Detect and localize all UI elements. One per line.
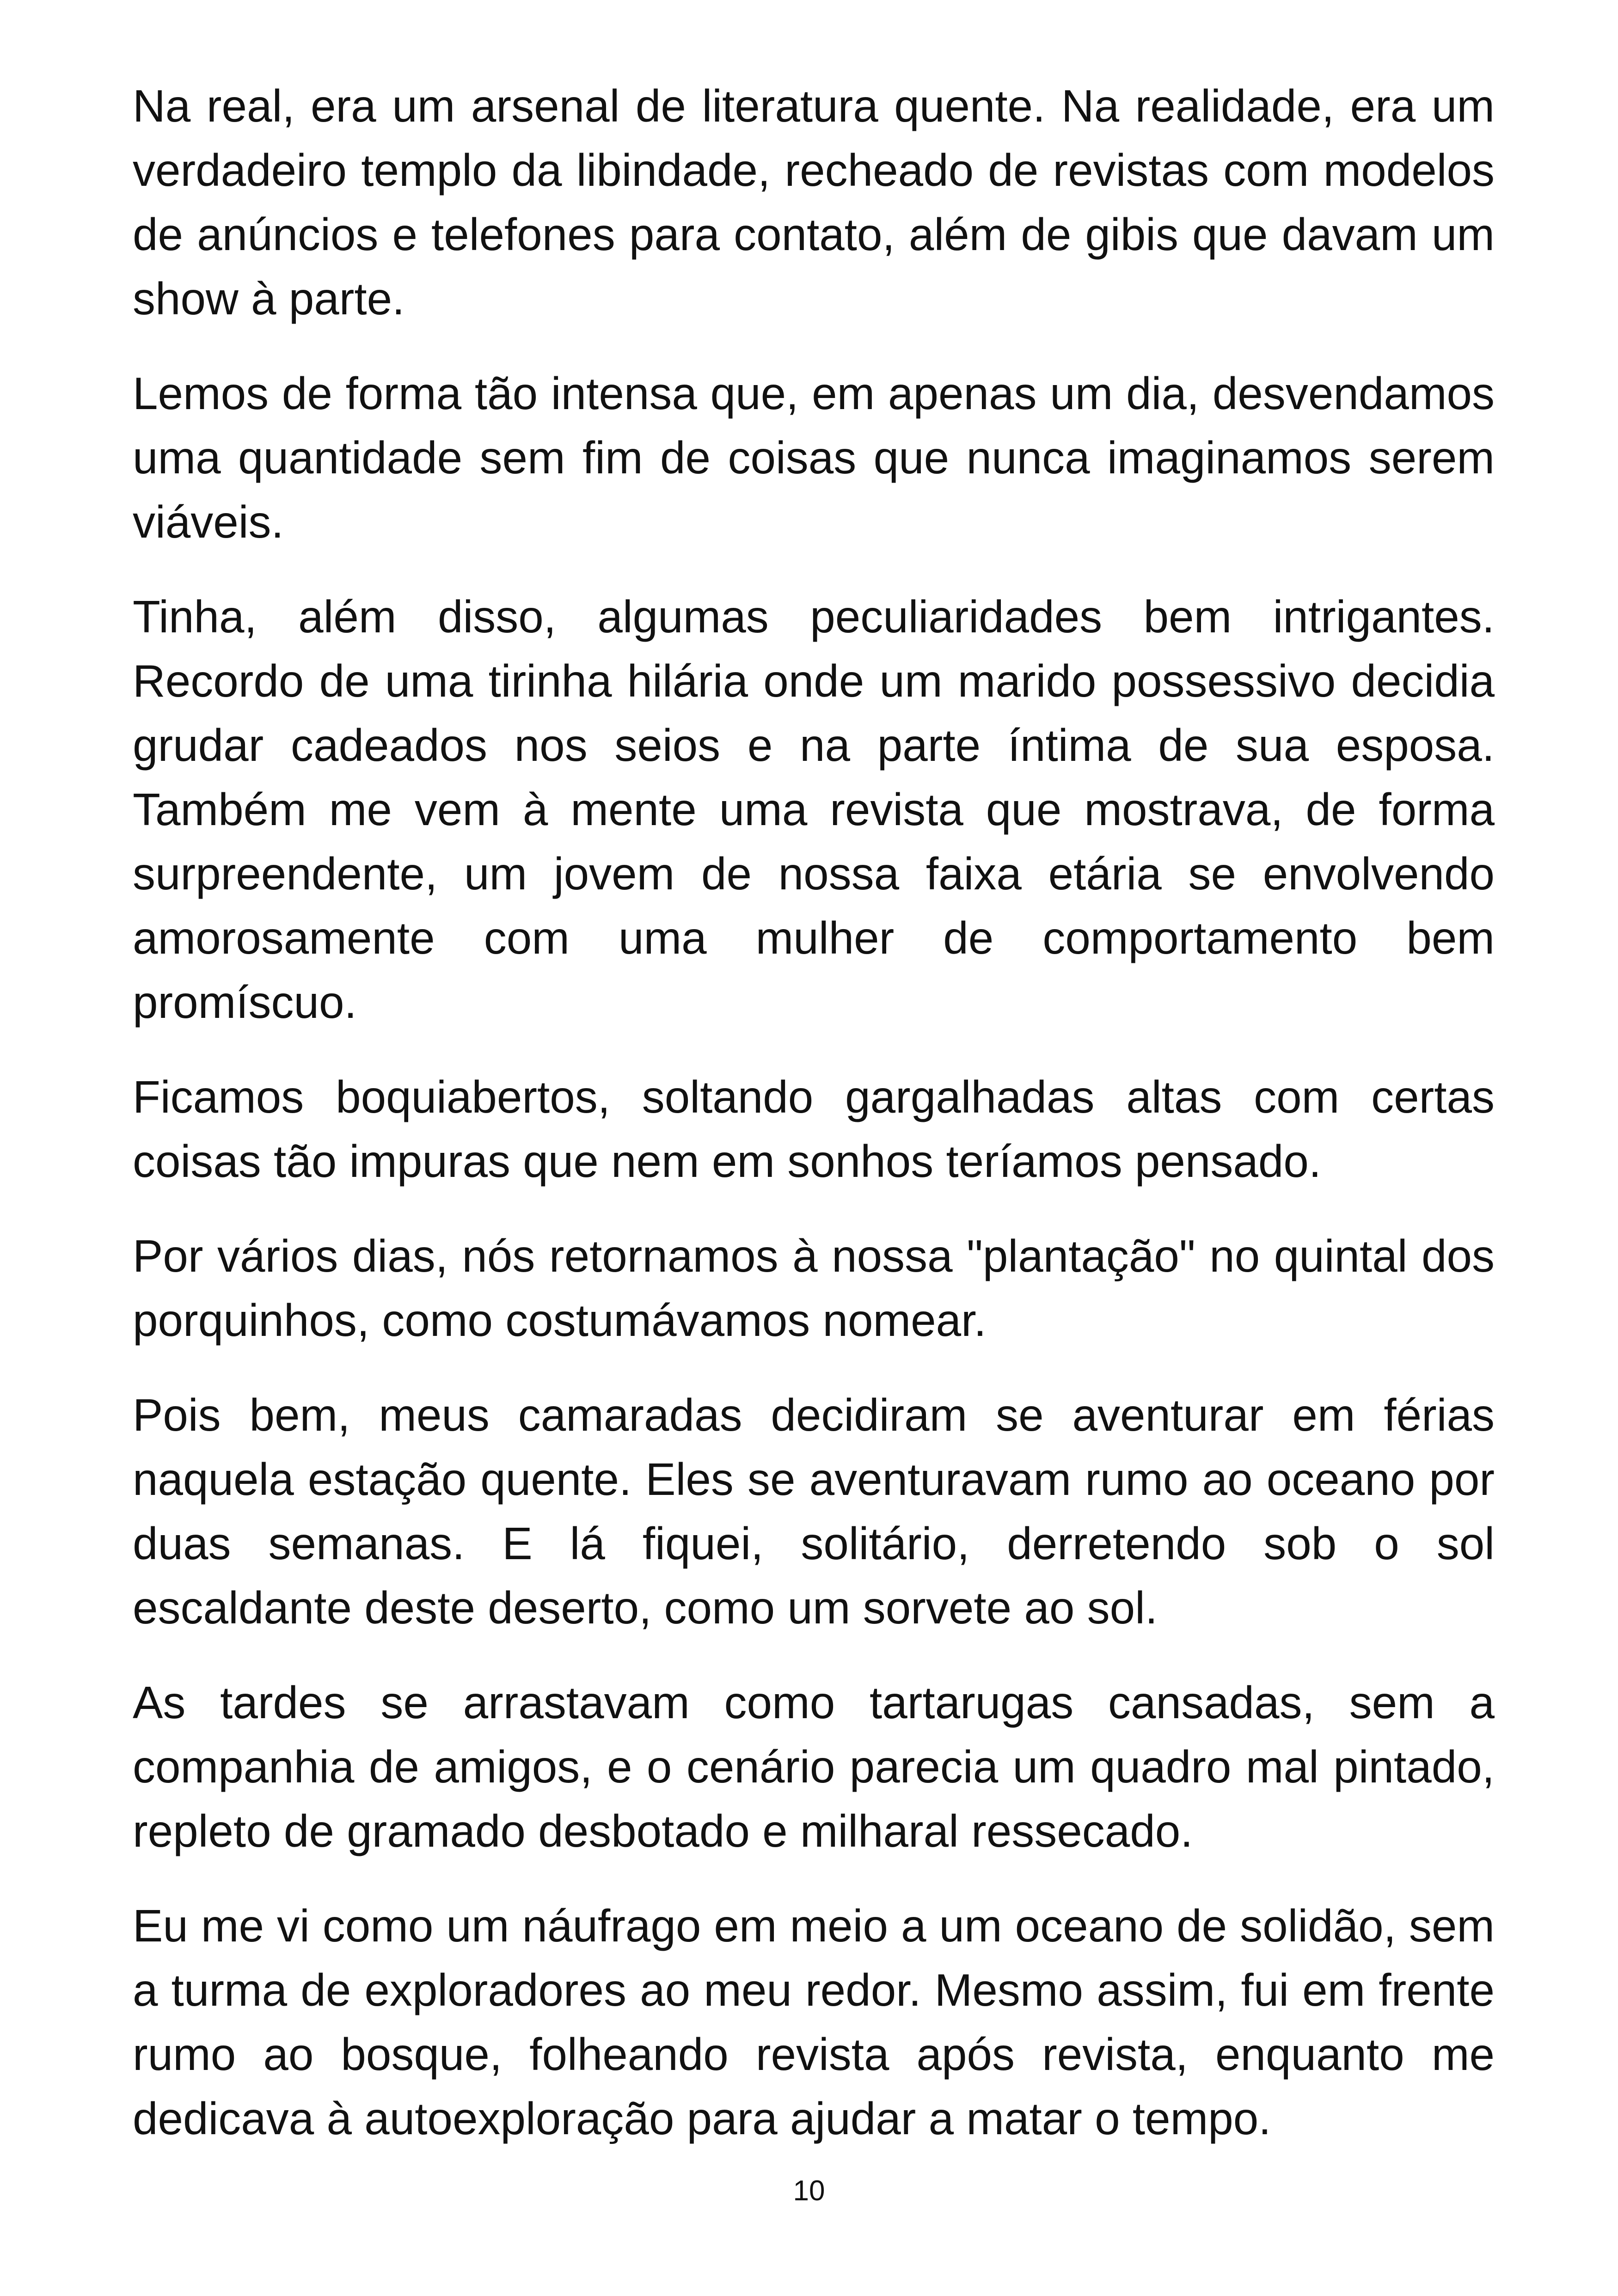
paragraph: Tinha, além disso, algumas peculiaridades bem intrigantes. Recordo de uma tirinha hilária onde um marido possessivo decidia grudar cadeados nos seios e na parte íntima de sua esposa. Também me vem à mente uma revista que mostrava, de forma surpreendente, um jovem de nossa faixa etária se envolvendo amorosamente com uma mulher de comportamento bem promíscuo. [133, 591, 1495, 1028]
paragraph: Ficamos boquiabertos, soltando gargalhadas altas com certas coisas tão impuras que nem em sonhos teríamos pensado. [133, 1071, 1495, 1187]
paragraph: Eu me vi como um náufrago em meio a um oceano de solidão, sem a turma de exploradores ao meu redor. Mesmo assim, fui em frente rumo ao bosque, folheando revista após revista, enquanto me dedicava à autoexploração para ajudar a matar o tempo. [133, 1900, 1495, 2144]
page-number: 10 [793, 2175, 825, 2207]
paragraph: Na real, era um arsenal de literatura quente. Na realidade, era um verdadeiro templo da libindade, recheado de revistas com modelos de anúncios e telefones para contato, além de gibis que davam um show à parte. [133, 80, 1495, 324]
paragraph: Pois bem, meus camaradas decidiram se aventurar em férias naquela estação quente. Eles se aventuravam rumo ao oceano por duas semanas. E lá fiquei, solitário, derretendo sob o sol escaldante deste deserto, como um sorvete ao sol. [133, 1390, 1495, 1633]
paragraph: Por vários dias, nós retornamos à nossa "plantação" no quintal dos porquinhos, como costumávamos nomear. [133, 1231, 1495, 1346]
paragraph: Lemos de forma tão intensa que, em apenas um dia, desvendamos uma quantidade sem fim de coisas que nunca imaginamos serem viáveis. [133, 368, 1495, 547]
paragraph: As tardes se arrastavam como tartarugas cansadas, sem a companhia de amigos, e o cenário parecia um quadro mal pintado, repleto de gramado desbotado e milharal ressecado. [133, 1677, 1495, 1856]
body-text [133, 74, 1495, 2181]
